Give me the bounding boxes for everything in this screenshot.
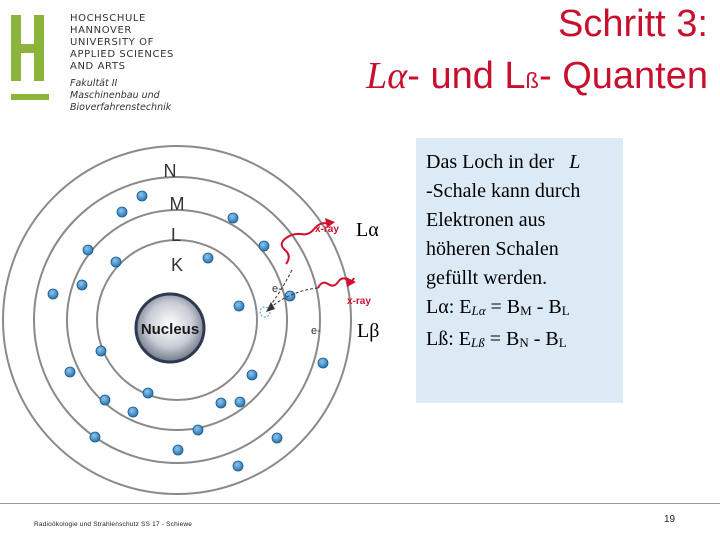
title-text: - und L	[407, 55, 526, 97]
eq-text: Lα: E	[426, 296, 472, 318]
logo-line: HANNOVER	[70, 25, 132, 36]
electron	[272, 433, 282, 443]
electron	[228, 213, 238, 223]
electron	[65, 367, 75, 377]
xray-label-alpha: x-ray	[315, 224, 339, 235]
explanation-box	[416, 138, 623, 403]
electron	[285, 291, 295, 301]
explanation-line: -Schale kann durch	[426, 180, 581, 202]
logo-subtitle: Fakultät II	[70, 78, 118, 89]
electron	[48, 289, 58, 299]
electron	[318, 358, 328, 368]
logo-subtitle: Bioverfahrenstechnik	[70, 102, 172, 113]
title-beta-symbol: ß	[525, 68, 539, 93]
xray-label-beta: x-ray	[347, 296, 371, 307]
eq-sub: Lß	[471, 335, 485, 350]
eq-sub: L	[561, 303, 570, 318]
electron-label-e-beta: e-	[311, 325, 321, 337]
equation-beta	[426, 325, 623, 357]
electron	[173, 445, 183, 455]
explanation-text: Das Loch in der	[426, 151, 555, 173]
title-text-end: - Quanten	[539, 55, 708, 97]
eq-sub: M	[520, 303, 532, 318]
shell-label-l: L	[170, 225, 182, 245]
electron	[100, 395, 110, 405]
side-label-alpha: Lα	[356, 219, 379, 241]
shell-label-m: M	[169, 194, 185, 214]
electron	[143, 388, 153, 398]
electron	[137, 191, 147, 201]
eq-sub: N	[519, 335, 529, 350]
electron	[247, 370, 257, 380]
electron	[111, 257, 121, 267]
logo-line: APPLIED SCIENCES	[70, 49, 174, 60]
electron	[216, 398, 226, 408]
eq-text: - B	[531, 296, 562, 318]
eq-text: = B	[484, 328, 520, 350]
shell-label-k: K	[170, 255, 184, 275]
eq-text: = B	[485, 296, 521, 318]
side-label-beta: Lβ	[357, 320, 380, 342]
electron	[203, 253, 213, 263]
equation-alpha	[426, 293, 623, 325]
electron	[235, 397, 245, 407]
title-L1: L	[366, 55, 388, 97]
explanation-line: gefüllt werden.	[426, 267, 548, 289]
page-number: 19	[664, 514, 676, 525]
electron	[233, 461, 243, 471]
electron	[96, 346, 106, 356]
nucleus-label: Nucleus	[140, 321, 200, 338]
title-alpha-symbol: α	[387, 55, 408, 97]
logo-line: AND ARTS	[70, 61, 126, 72]
electron	[77, 280, 87, 290]
electron	[193, 425, 203, 435]
explanation-line: höheren Schalen	[426, 238, 559, 260]
footer-divider	[0, 503, 720, 504]
explanation-L: L	[569, 151, 581, 173]
explanation-line	[426, 148, 623, 177]
electron	[234, 301, 244, 311]
electron	[90, 432, 100, 442]
logo-subtitle: Maschinenbau und	[70, 90, 160, 101]
slide-title-line1: Schritt 3:	[558, 3, 708, 45]
electron	[128, 407, 138, 417]
electron	[259, 241, 269, 251]
electron	[83, 245, 93, 255]
eq-text: - B	[528, 328, 559, 350]
eq-sub: L	[558, 335, 567, 350]
electron-label-e-alpha: e-	[272, 283, 282, 295]
logo-line: HOCHSCHULE	[70, 13, 146, 24]
footer-text: Radioökologie und Strahlenschutz SS 17 - Schiewe	[34, 521, 193, 528]
electron	[117, 207, 127, 217]
shell-label-n: N	[163, 161, 177, 181]
logo-line: UNIVERSITY OF	[70, 37, 154, 48]
explanation-line: Elektronen aus	[426, 209, 546, 231]
eq-sub: Lα	[471, 303, 486, 318]
eq-text: Lß: E	[426, 328, 471, 350]
